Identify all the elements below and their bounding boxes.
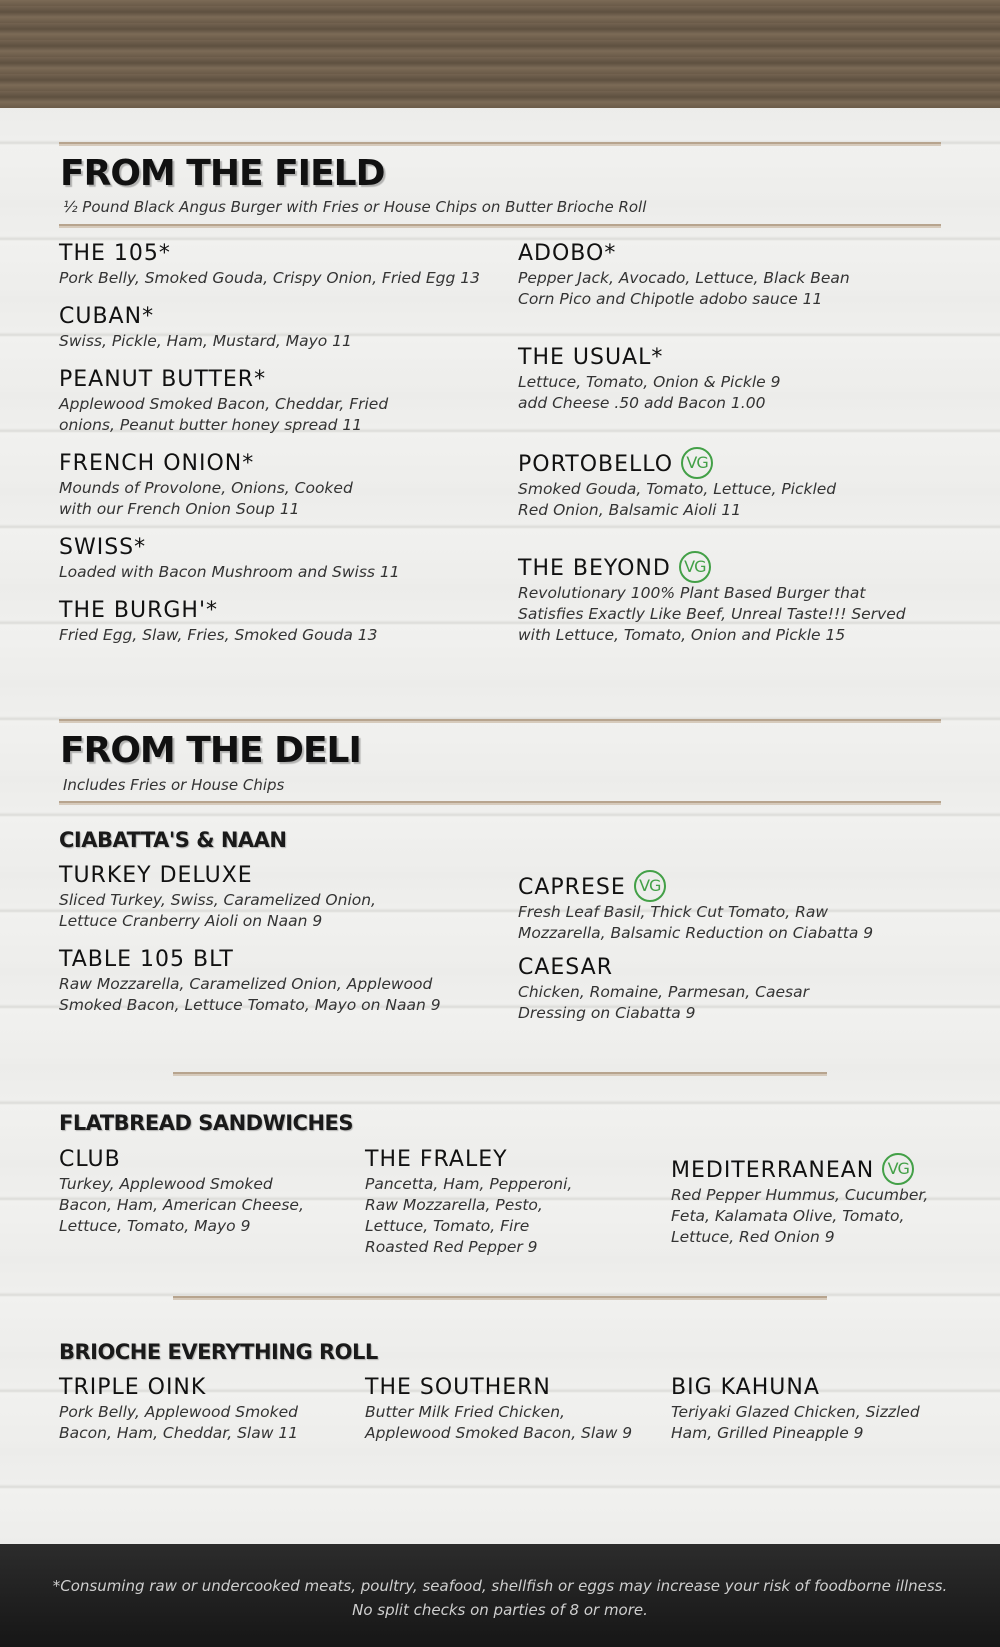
- item-name: FRENCH ONION*: [59, 451, 255, 476]
- item-name: PORTOBELLO: [518, 452, 674, 477]
- menu-item: [518, 870, 873, 944]
- item-description: Smoked Bacon, Lettuce Tomato, Mayo on Naan 9: [59, 996, 441, 1014]
- item-name: ADOBO*: [518, 241, 617, 266]
- item-name: THE FRALEY: [365, 1147, 508, 1172]
- item-description: Pork Belly, Applewood Smoked: [59, 1403, 299, 1421]
- menu-item: [59, 862, 376, 932]
- menu-item: [59, 1374, 298, 1444]
- menu-item: [59, 946, 441, 1016]
- item-name: THE SOUTHERN: [365, 1375, 551, 1400]
- vegetarian-badge-icon: VG: [681, 447, 713, 479]
- item-description: Lettuce, Red Onion 9: [671, 1228, 835, 1246]
- item-name: MEDITERRANEAN: [671, 1158, 875, 1183]
- item-description: Turkey, Applewood Smoked: [59, 1175, 273, 1193]
- divider: [59, 224, 941, 226]
- item-description: Pepper Jack, Avocado, Lettuce, Black Bean: [518, 269, 850, 287]
- item-description: Lettuce, Tomato, Onion & Pickle 9: [518, 373, 781, 391]
- item-description: onions, Peanut butter honey spread 11: [59, 416, 363, 434]
- item-description: Lettuce Cranberry Aioli on Naan 9: [59, 912, 323, 930]
- item-description: Loaded with Bacon Mushroom and Swiss 11: [59, 563, 400, 581]
- item-name: THE BEYOND: [518, 556, 671, 581]
- section-subtitle-deli: Includes Fries or House Chips: [63, 776, 285, 794]
- section-title-deli: FROM THE DELI: [60, 730, 361, 771]
- menu-item: [365, 1374, 632, 1444]
- item-description: Red Onion, Balsamic Aioli 11: [518, 501, 742, 519]
- divider: [59, 142, 941, 144]
- item-name: CAPRESE: [518, 875, 626, 900]
- menu-item: [59, 597, 377, 646]
- item-description: Satisfies Exactly Like Beef, Unreal Taste!!! Served: [518, 605, 906, 623]
- item-name: SWISS*: [59, 535, 147, 560]
- menu-item: [518, 551, 906, 646]
- item-description: Pancetta, Ham, Pepperoni,: [365, 1175, 573, 1193]
- item-description: Sliced Turkey, Swiss, Caramelized Onion,: [59, 891, 376, 909]
- item-name: THE USUAL*: [518, 345, 664, 370]
- vegetarian-badge-icon: VG: [634, 870, 666, 902]
- item-description: Mounds of Provolone, Onions, Cooked: [59, 479, 353, 497]
- item-name: BIG KAHUNA: [671, 1375, 820, 1400]
- divider: [59, 801, 941, 803]
- item-description: with Lettuce, Tomato, Onion and Pickle 15: [518, 626, 846, 644]
- item-description: Pork Belly, Smoked Gouda, Crispy Onion, Fried Egg 13: [59, 269, 480, 287]
- subsection-heading-brioche: BRIOCHE EVERYTHING ROLL: [59, 1340, 378, 1364]
- item-description: Mozzarella, Balsamic Reduction on Ciabatta 9: [518, 924, 874, 942]
- item-name: TURKEY DELUXE: [59, 863, 253, 888]
- item-description: with our French Onion Soup 11: [59, 500, 300, 518]
- item-description: Fresh Leaf Basil, Thick Cut Tomato, Raw: [518, 903, 829, 921]
- footer-policy-text: No split checks on parties of 8 or more.: [352, 1601, 648, 1619]
- menu-item: [59, 366, 388, 436]
- vegetarian-badge-icon: VG: [882, 1153, 914, 1185]
- item-description: Applewood Smoked Bacon, Slaw 9: [365, 1424, 633, 1442]
- item-name: TRIPLE OINK: [59, 1375, 207, 1400]
- menu-item: [59, 303, 352, 352]
- item-description: add Cheese .50 add Bacon 1.00: [518, 394, 766, 412]
- menu-item: [59, 240, 480, 289]
- item-description: Raw Mozzarella, Caramelized Onion, Applewood: [59, 975, 433, 993]
- menu-item: [671, 1374, 920, 1444]
- menu-item: [59, 534, 400, 583]
- item-name: TABLE 105 BLT: [59, 947, 234, 972]
- item-description: Roasted Red Pepper 9: [365, 1238, 538, 1256]
- item-description: Revolutionary 100% Plant Based Burger that: [518, 584, 866, 602]
- item-description: Red Pepper Hummus, Cucumber,: [671, 1186, 929, 1204]
- item-description: Swiss, Pickle, Ham, Mustard, Mayo 11: [59, 332, 352, 350]
- item-description: Bacon, Ham, American Cheese,: [59, 1196, 304, 1214]
- item-description: Applewood Smoked Bacon, Cheddar, Fried: [59, 395, 389, 413]
- item-description: Ham, Grilled Pineapple 9: [671, 1424, 864, 1442]
- item-name: CUBAN*: [59, 304, 155, 329]
- vegetarian-badge-icon: VG: [679, 551, 711, 583]
- menu-item: [671, 1153, 928, 1248]
- item-name: THE 105*: [59, 241, 171, 266]
- item-description: Smoked Gouda, Tomato, Lettuce, Pickled: [518, 480, 837, 498]
- item-name: CLUB: [59, 1147, 121, 1172]
- item-description: Bacon, Ham, Cheddar, Slaw 11: [59, 1424, 299, 1442]
- wood-header-banner: [0, 0, 1000, 108]
- footer-warning-text: *Consuming raw or undercooked meats, poultry, seafood, shellfish or eggs may increase your risk of foodborne illness.: [52, 1577, 948, 1595]
- item-name: THE BURGH'*: [59, 598, 218, 623]
- menu-item: [365, 1146, 572, 1258]
- item-description: Teriyaki Glazed Chicken, Sizzled: [671, 1403, 920, 1421]
- item-name: PEANUT BUTTER*: [59, 367, 267, 392]
- subsection-heading-ciabatta: CIABATTA'S & NAAN: [59, 828, 287, 852]
- menu-item: [518, 954, 809, 1024]
- menu-item: [518, 344, 780, 414]
- item-description: Lettuce, Tomato, Fire: [365, 1217, 530, 1235]
- divider: [59, 719, 941, 721]
- item-description: Chicken, Romaine, Parmesan, Caesar: [518, 983, 809, 1001]
- item-name: CAESAR: [518, 955, 614, 980]
- item-description: Dressing on Ciabatta 9: [518, 1004, 696, 1022]
- section-subtitle-field: ½ Pound Black Angus Burger with Fries or House Chips on Butter Brioche Roll: [63, 198, 647, 216]
- item-description: Feta, Kalamata Olive, Tomato,: [671, 1207, 905, 1225]
- menu-item: [59, 450, 353, 520]
- divider: [173, 1072, 827, 1074]
- menu-item: [59, 1146, 304, 1237]
- item-description: Lettuce, Tomato, Mayo 9: [59, 1217, 251, 1235]
- item-description: Butter Milk Fried Chicken,: [365, 1403, 565, 1421]
- item-description: Raw Mozzarella, Pesto,: [365, 1196, 543, 1214]
- subsection-heading-flatbread: FLATBREAD SANDWICHES: [59, 1111, 354, 1135]
- divider: [173, 1296, 827, 1298]
- menu-item: [518, 240, 850, 310]
- section-title-field: FROM THE FIELD: [60, 153, 385, 194]
- menu-item: [518, 447, 836, 521]
- item-description: Corn Pico and Chipotle adobo sauce 11: [518, 290, 823, 308]
- footer-disclaimer: [0, 1544, 1000, 1647]
- item-description: Fried Egg, Slaw, Fries, Smoked Gouda 13: [59, 626, 378, 644]
